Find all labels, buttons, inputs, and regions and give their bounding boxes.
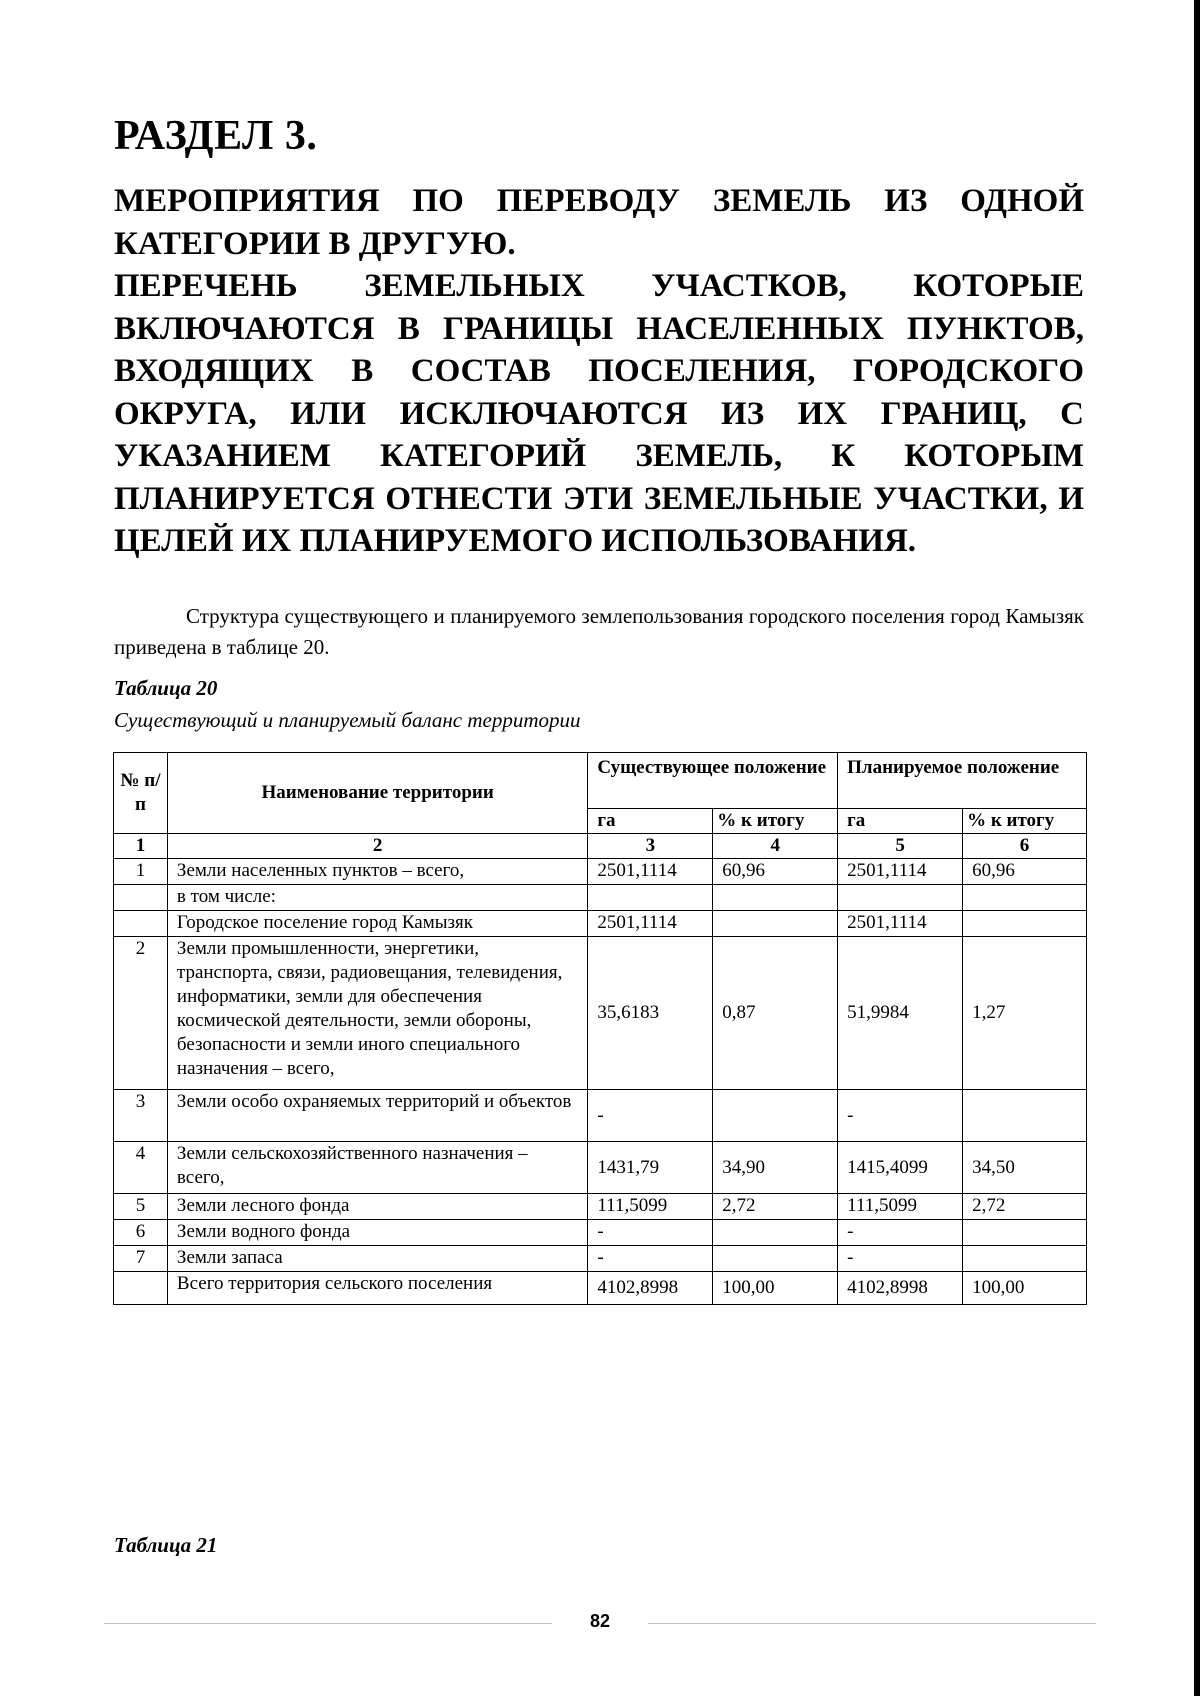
row-num: 3 [114, 1090, 168, 1142]
table-row [114, 1194, 1087, 1220]
row-planned-ha: 2501,1114 [838, 859, 963, 885]
row-planned-ha: - [838, 1220, 963, 1246]
header-planned: Планируемое положение [838, 753, 1087, 809]
row-num: 4 [114, 1142, 168, 1194]
subtitle-line: ЦЕЛЕЙ ИХ ПЛАНИРУЕМОГО ИСПОЛЬЗОВАНИЯ. [114, 523, 917, 559]
page-number: 82 [589, 1611, 611, 1631]
header-planned-ha: га [838, 809, 963, 834]
section-title: РАЗДЕЛ 3. [114, 113, 318, 159]
row-planned-ha [838, 885, 963, 911]
row-planned-ha: 4102,8998 [838, 1272, 963, 1305]
row-existing-pct: 0,87 [713, 937, 838, 1090]
row-num [114, 885, 168, 911]
row-existing-pct: 2,72 [713, 1194, 838, 1220]
row-existing-pct [713, 1090, 838, 1142]
row-planned-pct [963, 885, 1087, 911]
table-21-caption: Таблица 21 [114, 1533, 218, 1557]
subtitle-line: КАТЕГОРИИ В ДРУГУЮ. [114, 225, 516, 262]
row-name: Всего территория сельского поселения [167, 1272, 587, 1305]
header-planned-pct: % к итогу [963, 809, 1087, 834]
table-row [114, 1142, 1087, 1194]
intro-paragraph: Структура существующего и планируемого землепользования городского поселения город Камызяк приведена в таблице 20. [114, 604, 1084, 659]
row-name: Земли населенных пунктов – всего, [167, 859, 587, 885]
section-subtitle [114, 180, 1084, 563]
row-planned-ha: 1415,4099 [838, 1142, 963, 1194]
row-existing-ha: 111,5099 [588, 1194, 713, 1220]
col-number: 1 [114, 834, 168, 859]
row-num: 1 [114, 859, 168, 885]
row-planned-pct: 1,27 [963, 937, 1087, 1090]
header-existing-ha: га [588, 809, 713, 834]
row-num: 2 [114, 937, 168, 1090]
row-existing-ha: - [588, 1090, 713, 1142]
table-row [114, 911, 1087, 937]
footer-divider-right [648, 1623, 1096, 1624]
row-name: Земли особо охраняемых территорий и объектов [167, 1090, 587, 1142]
row-existing-ha: 2501,1114 [588, 859, 713, 885]
row-existing-pct [713, 911, 838, 937]
row-planned-pct: 100,00 [963, 1272, 1087, 1305]
row-existing-ha: 1431,79 [588, 1142, 713, 1194]
row-name: в том числе: [167, 885, 587, 911]
row-planned-pct [963, 911, 1087, 937]
table-row-total [114, 1272, 1087, 1305]
row-planned-pct: 34,50 [963, 1142, 1087, 1194]
row-planned-ha: - [838, 1090, 963, 1142]
footer-divider-left [104, 1623, 552, 1624]
col-number: 4 [713, 834, 838, 859]
row-planned-ha: 2501,1114 [838, 911, 963, 937]
subtitle-line: ОКРУГА, ИЛИ ИСКЛЮЧАЮТСЯ ИЗ ИХ ГРАНИЦ, С [114, 395, 1084, 432]
row-existing-ha: 35,6183 [588, 937, 713, 1090]
land-balance-table [113, 752, 1087, 1305]
subtitle-line: ПЛАНИРУЕТСЯ ОТНЕСТИ ЭТИ ЗЕМЕЛЬНЫЕ УЧАСТКИ, И [114, 480, 1084, 517]
row-name: Городское поселение город Камызяк [167, 911, 587, 937]
row-existing-ha: - [588, 1220, 713, 1246]
row-existing-pct [713, 1220, 838, 1246]
row-planned-pct [963, 1246, 1087, 1272]
table-20-caption: Таблица 20 [114, 676, 218, 700]
table-row [114, 1220, 1087, 1246]
row-num: 5 [114, 1194, 168, 1220]
row-num: 7 [114, 1246, 168, 1272]
table-row [114, 1246, 1087, 1272]
row-existing-pct [713, 1246, 838, 1272]
col-number: 6 [963, 834, 1087, 859]
row-name: Земли запаса [167, 1246, 587, 1272]
col-number: 2 [167, 834, 587, 859]
row-existing-ha: - [588, 1246, 713, 1272]
row-existing-pct: 34,90 [713, 1142, 838, 1194]
subtitle-line: ПЕРЕЧЕНЬ ЗЕМЕЛЬНЫХ УЧАСТКОВ, КОТОРЫЕ [114, 268, 1084, 304]
row-name: Земли промышленности, энергетики, транспорта, связи, радиовещания, телевидения, информатики, земли для обеспечения космической деятельности, земли обороны, безопасности и земли иного специального назначения – всего, [167, 937, 587, 1090]
table-row [114, 885, 1087, 911]
subtitle-line: МЕРОПРИЯТИЯ ПО ПЕРЕВОДУ ЗЕМЕЛЬ ИЗ ОДНОЙ [114, 183, 1084, 219]
row-existing-ha: 4102,8998 [588, 1272, 713, 1305]
col-number: 5 [838, 834, 963, 859]
header-num: № п/п [114, 753, 168, 834]
row-planned-pct [963, 1220, 1087, 1246]
header-existing-pct: % к итогу [713, 809, 838, 834]
row-name: Земли лесного фонда [167, 1194, 587, 1220]
row-num [114, 1272, 168, 1305]
row-planned-pct [963, 1090, 1087, 1142]
col-number: 3 [588, 834, 713, 859]
table-row [114, 1090, 1087, 1142]
row-planned-pct: 60,96 [963, 859, 1087, 885]
row-planned-pct: 2,72 [963, 1194, 1087, 1220]
subtitle-line: ВКЛЮЧАЮТСЯ В ГРАНИЦЫ НАСЕЛЕННЫХ ПУНКТОВ, [114, 310, 1084, 347]
row-name: Земли сельскохозяйственного назначения – всего, [167, 1142, 587, 1194]
table-row [114, 937, 1087, 1090]
subtitle-line: УКАЗАНИЕМ КАТЕГОРИЙ ЗЕМЕЛЬ, К КОТОРЫМ [114, 438, 1084, 474]
row-existing-ha [588, 885, 713, 911]
page-edge [1194, 0, 1200, 1696]
row-existing-pct [713, 885, 838, 911]
table-20-subcaption: Существующий и планируемый баланс территории [114, 708, 581, 732]
row-planned-ha: 51,9984 [838, 937, 963, 1090]
row-existing-pct: 60,96 [713, 859, 838, 885]
row-existing-pct: 100,00 [713, 1272, 838, 1305]
header-name: Наименование территории [167, 753, 587, 834]
header-existing: Существующее положение [588, 753, 838, 809]
row-existing-ha: 2501,1114 [588, 911, 713, 937]
row-name: Земли водного фонда [167, 1220, 587, 1246]
row-planned-ha: - [838, 1246, 963, 1272]
row-num: 6 [114, 1220, 168, 1246]
table-row [114, 859, 1087, 885]
row-planned-ha: 111,5099 [838, 1194, 963, 1220]
subtitle-line: ВХОДЯЩИХ В СОСТАВ ПОСЕЛЕНИЯ, ГОРОДСКОГО [114, 353, 1084, 389]
row-num [114, 911, 168, 937]
